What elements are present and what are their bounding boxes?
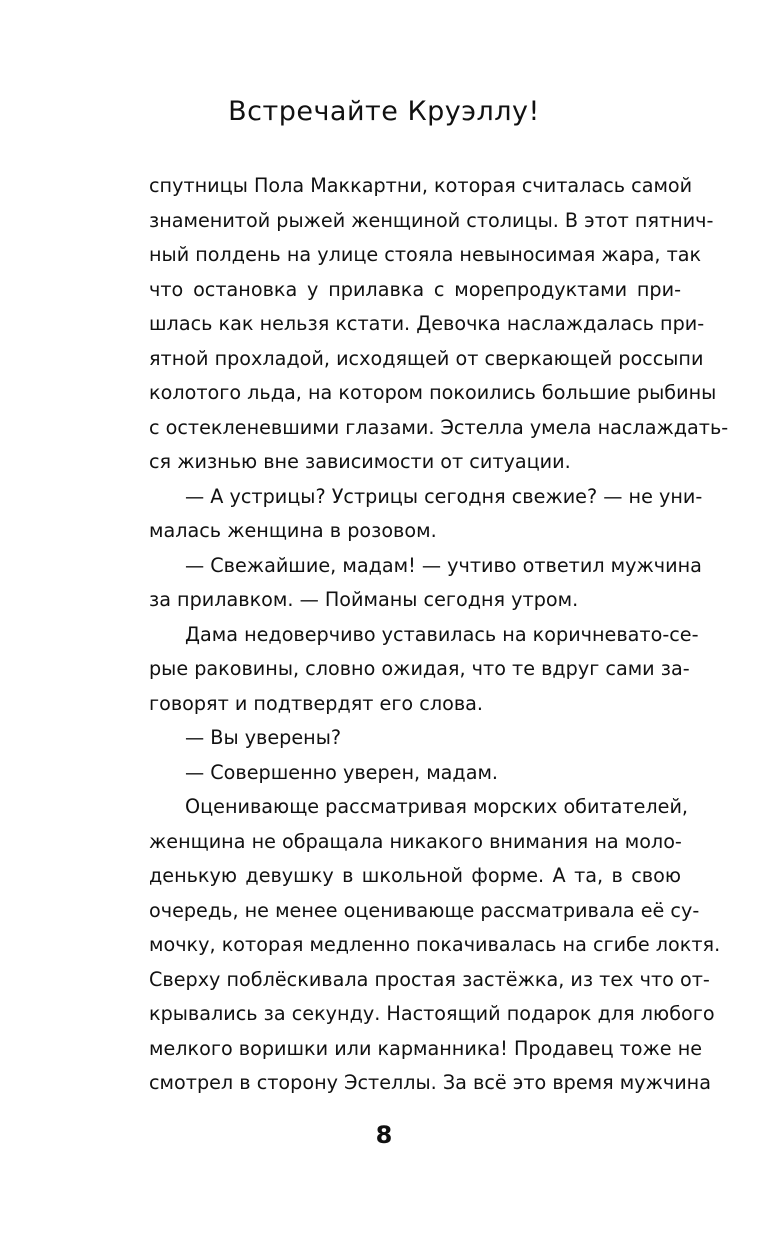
text-line: Сверху поблёскивала простая застёжка, из тех что от-	[149, 967, 710, 991]
running-head: Встречайте Круэллу!	[228, 96, 540, 127]
text-line: спутницы Пола Маккартни, которая считалась самой	[149, 174, 693, 197]
text-line: мочку, которая медленно покачивалась на сгибе локтя.	[149, 933, 721, 956]
text-line: очередь, не менее оценивающе рассматривала её су-	[149, 898, 700, 922]
text-line: за прилавком. — Пойманы сегодня утром.	[149, 588, 579, 611]
text-line: денькую девушку в школьной форме. А та, в свою	[149, 864, 681, 887]
text-line: малась женщина в розовом.	[149, 519, 437, 542]
text-line: знаменитой рыжей женщиной столицы. В этот пятнич-	[149, 208, 714, 232]
body-text	[149, 169, 729, 1101]
text-line: ятной прохладой, исходящей от сверкающей россыпи	[149, 346, 704, 370]
text-line: с остекленевшими глазами. Эстелла умела наслаждать-	[149, 415, 729, 439]
text-line: Оценивающе рассматривая морских обитателей,	[185, 795, 689, 818]
page-number: 8	[375, 1121, 393, 1149]
text-line: говорят и подтвердят его слова.	[149, 691, 483, 715]
text-line: смотрел в сторону Эстеллы. За всё это время мужчина	[149, 1071, 711, 1094]
text-line: колотого льда, на котором покоились большие рыбины	[149, 381, 717, 404]
text-line: крывались за секунду. Настоящий подарок для любого	[149, 1002, 715, 1025]
text-line: женщина не обращала никакого внимания на моло-	[149, 829, 682, 853]
text-line: мелкого воришки или карманника! Продавец тоже не	[149, 1036, 703, 1060]
text-line: ся жизнью вне зависимости от ситуации.	[149, 450, 571, 473]
text-line: что остановка у прилавка с морепродуктами при-	[149, 277, 681, 301]
text-line: — Свежайшие, мадам! — учтиво ответил мужчина	[185, 553, 702, 577]
text-line: — А устрицы? Устрицы сегодня свежие? — не уни-	[185, 484, 703, 508]
text-line: Дама недоверчиво уставилась на коричневато-се-	[185, 622, 699, 646]
text-line: шлась как нельзя кстати. Девочка наслаждалась при-	[149, 312, 705, 335]
text-line: ный полдень на улице стояла невыносимая жара, так	[149, 243, 702, 266]
text-line: — Совершенно уверен, мадам.	[185, 760, 499, 784]
text-line: рые раковины, словно ожидая, что те вдруг сами за-	[149, 657, 690, 680]
text-line: — Вы уверены?	[185, 726, 342, 749]
